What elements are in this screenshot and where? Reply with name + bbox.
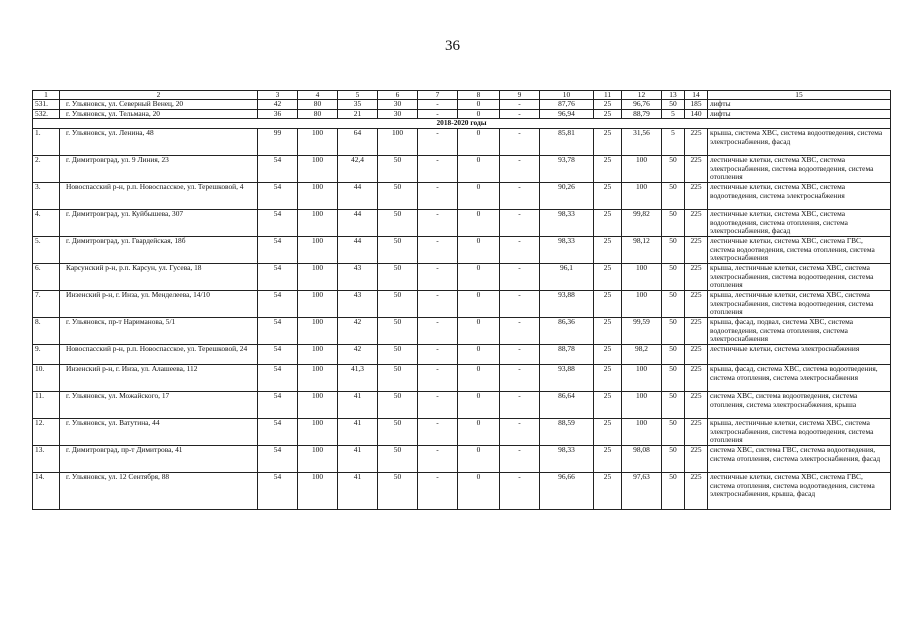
table-row — [33, 291, 891, 318]
value-cell: 93,78 — [540, 156, 594, 183]
value-cell: 98,08 — [622, 446, 662, 473]
value-cell: 25 — [594, 156, 622, 183]
value-cell: 0 — [458, 318, 500, 345]
value-cell: 0 — [458, 210, 500, 237]
value-cell: 41 — [338, 419, 378, 446]
address-cell: г. Димитровград, ул. 9 Линия, 23 — [60, 156, 258, 183]
value-cell: 185 — [685, 100, 708, 109]
works-cell: крыша, лестничные клетки, система ХВС, система электроснабжения, система водоотведения, система отопления — [708, 291, 891, 318]
value-cell: 50 — [662, 392, 685, 419]
value-cell: 0 — [458, 183, 500, 210]
value-cell: 50 — [378, 237, 418, 264]
value-cell: 96,66 — [540, 473, 594, 510]
value-cell: 50 — [662, 365, 685, 392]
value-cell: 54 — [258, 183, 298, 210]
value-cell: 50 — [662, 318, 685, 345]
value-cell: 25 — [594, 109, 622, 118]
value-cell: 5 — [662, 129, 685, 156]
value-cell: - — [418, 183, 458, 210]
table-row — [33, 210, 891, 237]
value-cell: 100 — [298, 473, 338, 510]
value-cell: 25 — [594, 446, 622, 473]
row-number: 3. — [33, 183, 60, 210]
value-cell: 100 — [622, 365, 662, 392]
value-cell: 100 — [298, 318, 338, 345]
address-cell: г. Димитровград, ул. Гвардейская, 18б — [60, 237, 258, 264]
value-cell: 100 — [378, 129, 418, 156]
value-cell: 100 — [622, 156, 662, 183]
value-cell: 21 — [338, 109, 378, 118]
value-cell: - — [500, 318, 540, 345]
value-cell: 54 — [258, 392, 298, 419]
works-cell: лестничные клетки, система ХВС, система электроснабжения, система водоотведения, система отопления — [708, 156, 891, 183]
value-cell: - — [418, 129, 458, 156]
value-cell: 0 — [458, 446, 500, 473]
value-cell: 98,33 — [540, 210, 594, 237]
value-cell: 97,63 — [622, 473, 662, 510]
works-cell: лестничные клетки, система ХВС, система водоотведения, система отопления, система электроснабжения, фасад — [708, 210, 891, 237]
table-row — [33, 392, 891, 419]
value-cell: 225 — [685, 419, 708, 446]
value-cell: - — [500, 156, 540, 183]
value-cell: - — [418, 264, 458, 291]
works-cell: лифты — [708, 109, 891, 118]
value-cell: 54 — [258, 345, 298, 365]
table-row — [33, 156, 891, 183]
table-row — [33, 129, 891, 156]
value-cell: - — [418, 392, 458, 419]
value-cell: 25 — [594, 291, 622, 318]
value-cell: 31,56 — [622, 129, 662, 156]
value-cell: 44 — [338, 210, 378, 237]
value-cell: 54 — [258, 156, 298, 183]
row-number: 2. — [33, 156, 60, 183]
column-header: 11 — [594, 91, 622, 100]
table-body — [33, 91, 891, 510]
value-cell: 42 — [258, 100, 298, 109]
address-cell: г. Ульяновск, ул. Ватутина, 44 — [60, 419, 258, 446]
works-cell: система ХВС, система ГВС, система водоотведения, система отопления, система электроснабжения, фасад — [708, 446, 891, 473]
works-cell: крыша, лестничные клетки, система ХВС, система электроснабжения, система водоотведения, система отопления — [708, 264, 891, 291]
value-cell: 225 — [685, 237, 708, 264]
value-cell: - — [500, 291, 540, 318]
table-row — [33, 237, 891, 264]
row-number: 4. — [33, 210, 60, 237]
value-cell: 100 — [298, 183, 338, 210]
value-cell: 100 — [298, 156, 338, 183]
value-cell: 225 — [685, 345, 708, 365]
repair-program-table — [32, 90, 891, 510]
value-cell: 88,79 — [622, 109, 662, 118]
value-cell: 98,12 — [622, 237, 662, 264]
value-cell: 87,76 — [540, 100, 594, 109]
value-cell: 50 — [378, 473, 418, 510]
value-cell: 54 — [258, 446, 298, 473]
value-cell: 0 — [458, 156, 500, 183]
value-cell: 5 — [662, 109, 685, 118]
value-cell: 64 — [338, 129, 378, 156]
address-cell: Инзенский р-н, г. Инза, ул. Менделеева, 14/10 — [60, 291, 258, 318]
address-cell: г. Ульяновск, ул. Тельмана, 20 — [60, 109, 258, 118]
value-cell: 50 — [662, 345, 685, 365]
table-row — [33, 345, 891, 365]
value-cell: 50 — [662, 210, 685, 237]
value-cell: - — [500, 345, 540, 365]
value-cell: 225 — [685, 365, 708, 392]
value-cell: 54 — [258, 365, 298, 392]
value-cell: 50 — [378, 419, 418, 446]
column-header: 4 — [298, 91, 338, 100]
value-cell: 50 — [662, 237, 685, 264]
works-cell: лестничные клетки, система электроснабжения — [708, 345, 891, 365]
column-header: 5 — [338, 91, 378, 100]
value-cell: 100 — [622, 291, 662, 318]
value-cell: 0 — [458, 129, 500, 156]
value-cell: 50 — [662, 156, 685, 183]
value-cell: 140 — [685, 109, 708, 118]
value-cell: 96,94 — [540, 109, 594, 118]
value-cell: 50 — [662, 291, 685, 318]
row-number: 12. — [33, 419, 60, 446]
value-cell: 93,88 — [540, 291, 594, 318]
row-number: 1. — [33, 129, 60, 156]
value-cell: 41 — [338, 392, 378, 419]
value-cell: 50 — [662, 473, 685, 510]
value-cell: - — [500, 183, 540, 210]
section-row — [33, 119, 891, 129]
row-number: 7. — [33, 291, 60, 318]
value-cell: - — [418, 156, 458, 183]
value-cell: 98,2 — [622, 345, 662, 365]
value-cell: 43 — [338, 291, 378, 318]
column-header: 13 — [662, 91, 685, 100]
value-cell: 50 — [378, 446, 418, 473]
value-cell: 88,78 — [540, 345, 594, 365]
value-cell: 25 — [594, 183, 622, 210]
column-header: 15 — [708, 91, 891, 100]
value-cell: 50 — [662, 183, 685, 210]
address-cell: г. Ульяновск, ул. Ленина, 48 — [60, 129, 258, 156]
value-cell: 225 — [685, 392, 708, 419]
column-header: 6 — [378, 91, 418, 100]
address-cell: Карсунский р-н, р.п. Карсун, ул. Гусева, 18 — [60, 264, 258, 291]
value-cell: 85,81 — [540, 129, 594, 156]
value-cell: 225 — [685, 291, 708, 318]
value-cell: - — [500, 419, 540, 446]
works-cell: крыша, фасад, система ХВС, система водоотведения, система отопления, система электроснабжения — [708, 365, 891, 392]
column-header: 8 — [458, 91, 500, 100]
value-cell: - — [500, 392, 540, 419]
value-cell: 99,59 — [622, 318, 662, 345]
value-cell: 100 — [622, 264, 662, 291]
works-cell: лифты — [708, 100, 891, 109]
value-cell: 54 — [258, 291, 298, 318]
value-cell: 225 — [685, 183, 708, 210]
value-cell: 25 — [594, 318, 622, 345]
value-cell: 44 — [338, 183, 378, 210]
value-cell: 25 — [594, 210, 622, 237]
value-cell: 50 — [662, 419, 685, 446]
value-cell: 50 — [378, 264, 418, 291]
value-cell: 50 — [378, 156, 418, 183]
value-cell: 88,59 — [540, 419, 594, 446]
value-cell: 54 — [258, 318, 298, 345]
value-cell: 100 — [622, 419, 662, 446]
value-cell: 100 — [298, 237, 338, 264]
value-cell: 225 — [685, 318, 708, 345]
value-cell: - — [500, 446, 540, 473]
value-cell: 50 — [378, 291, 418, 318]
row-number: 532. — [33, 109, 60, 118]
address-cell: Новоспасский р-н, р.п. Новоспасское, ул. Терешковой, 4 — [60, 183, 258, 210]
value-cell: 50 — [662, 264, 685, 291]
value-cell: 54 — [258, 237, 298, 264]
value-cell: - — [500, 210, 540, 237]
column-header: 1 — [33, 91, 60, 100]
value-cell: 25 — [594, 264, 622, 291]
value-cell: - — [500, 109, 540, 118]
value-cell: 99,82 — [622, 210, 662, 237]
value-cell: 0 — [458, 291, 500, 318]
value-cell: 50 — [378, 365, 418, 392]
works-cell: крыша, фасад, подвал, система ХВС, система водоотведения, система отопления, система электроснабжения — [708, 318, 891, 345]
value-cell: 25 — [594, 345, 622, 365]
value-cell: 30 — [378, 109, 418, 118]
value-cell: - — [418, 210, 458, 237]
value-cell: 41,3 — [338, 365, 378, 392]
value-cell: 0 — [458, 345, 500, 365]
value-cell: 0 — [458, 264, 500, 291]
value-cell: 25 — [594, 129, 622, 156]
works-cell: лестничные клетки, система ХВС, система ГВС, система отопления, система водоотведения, система электроснабжения, крыша, фасад — [708, 473, 891, 510]
works-cell: лестничные клетки, система ХВС, система ГВС, система водоотведения, система отопления, система электроснабжения — [708, 237, 891, 264]
value-cell: 100 — [298, 392, 338, 419]
value-cell: 0 — [458, 365, 500, 392]
column-header: 9 — [500, 91, 540, 100]
value-cell: 0 — [458, 237, 500, 264]
address-cell: г. Ульяновск, ул. Северный Венец, 20 — [60, 100, 258, 109]
value-cell: 90,26 — [540, 183, 594, 210]
value-cell: 98,33 — [540, 446, 594, 473]
value-cell: 50 — [662, 446, 685, 473]
value-cell: 50 — [378, 318, 418, 345]
value-cell: 100 — [298, 264, 338, 291]
value-cell: - — [500, 365, 540, 392]
value-cell: 50 — [378, 210, 418, 237]
value-cell: 43 — [338, 264, 378, 291]
value-cell: 50 — [378, 183, 418, 210]
value-cell: 0 — [458, 109, 500, 118]
value-cell: 225 — [685, 129, 708, 156]
table-row — [33, 100, 891, 109]
value-cell: 225 — [685, 210, 708, 237]
value-cell: 100 — [298, 446, 338, 473]
value-cell: - — [500, 129, 540, 156]
value-cell: - — [500, 473, 540, 510]
address-cell: г. Димитровград, ул. Куйбышева, 307 — [60, 210, 258, 237]
value-cell: - — [418, 100, 458, 109]
address-cell: г. Ульяновск, ул. 12 Сентября, 88 — [60, 473, 258, 510]
value-cell: 100 — [622, 183, 662, 210]
value-cell: - — [500, 264, 540, 291]
table-row — [33, 318, 891, 345]
value-cell: - — [418, 318, 458, 345]
value-cell: 42 — [338, 318, 378, 345]
value-cell: 25 — [594, 419, 622, 446]
value-cell: 30 — [378, 100, 418, 109]
table-row — [33, 473, 891, 510]
value-cell: 41 — [338, 473, 378, 510]
value-cell: 42 — [338, 345, 378, 365]
header-row — [33, 91, 891, 100]
section-title: 2018-2020 годы — [33, 119, 891, 129]
row-number: 9. — [33, 345, 60, 365]
value-cell: 100 — [622, 392, 662, 419]
value-cell: 98,33 — [540, 237, 594, 264]
table-row — [33, 365, 891, 392]
value-cell: 25 — [594, 100, 622, 109]
value-cell: 54 — [258, 264, 298, 291]
column-header: 7 — [418, 91, 458, 100]
value-cell: 25 — [594, 473, 622, 510]
value-cell: - — [418, 237, 458, 264]
value-cell: - — [418, 473, 458, 510]
column-header: 10 — [540, 91, 594, 100]
address-cell: Инзенский р-н, г. Инза, ул. Алашеева, 112 — [60, 365, 258, 392]
works-cell: крыша, система ХВС, система водоотведения, система электроснабжения, фасад — [708, 129, 891, 156]
row-number: 10. — [33, 365, 60, 392]
value-cell: - — [500, 237, 540, 264]
value-cell: 100 — [298, 129, 338, 156]
row-number: 11. — [33, 392, 60, 419]
value-cell: 41 — [338, 446, 378, 473]
page-number: 36 — [445, 38, 460, 54]
column-header: 3 — [258, 91, 298, 100]
value-cell: 0 — [458, 100, 500, 109]
works-cell: лестничные клетки, система ХВС, система водоотведения, система электроснабжения — [708, 183, 891, 210]
value-cell: 50 — [662, 100, 685, 109]
value-cell: 100 — [298, 210, 338, 237]
works-cell: крыша, лестничные клетки, система ХВС, система электроснабжения, система водоотведения, система отопления — [708, 419, 891, 446]
works-cell: система ХВС, система водоотведения, система отопления, система электроснабжения, крыша — [708, 392, 891, 419]
value-cell: 93,88 — [540, 365, 594, 392]
value-cell: 54 — [258, 210, 298, 237]
value-cell: 35 — [338, 100, 378, 109]
value-cell: 225 — [685, 264, 708, 291]
table-row — [33, 264, 891, 291]
address-cell: Новоспасский р-н, р.п. Новоспасское, ул. Терешковой, 24 — [60, 345, 258, 365]
column-header: 14 — [685, 91, 708, 100]
value-cell: - — [418, 345, 458, 365]
value-cell: 86,64 — [540, 392, 594, 419]
table-row — [33, 183, 891, 210]
value-cell: 225 — [685, 156, 708, 183]
value-cell: 0 — [458, 392, 500, 419]
value-cell: 36 — [258, 109, 298, 118]
value-cell: 50 — [378, 345, 418, 365]
table-row — [33, 419, 891, 446]
table-row — [33, 446, 891, 473]
value-cell: 225 — [685, 473, 708, 510]
row-number: 5. — [33, 237, 60, 264]
value-cell: - — [418, 109, 458, 118]
row-number: 8. — [33, 318, 60, 345]
address-cell: г. Ульяновск, ул. Можайского, 17 — [60, 392, 258, 419]
value-cell: 100 — [298, 419, 338, 446]
value-cell: 25 — [594, 392, 622, 419]
table-row — [33, 109, 891, 118]
value-cell: 0 — [458, 419, 500, 446]
value-cell: 99 — [258, 129, 298, 156]
address-cell: г. Ульяновск, пр-т Нариманова, 5/1 — [60, 318, 258, 345]
value-cell: 50 — [378, 392, 418, 419]
row-number: 531. — [33, 100, 60, 109]
value-cell: 44 — [338, 237, 378, 264]
column-header: 12 — [622, 91, 662, 100]
value-cell: 80 — [298, 100, 338, 109]
value-cell: 96,76 — [622, 100, 662, 109]
value-cell: 54 — [258, 473, 298, 510]
value-cell: 42,4 — [338, 156, 378, 183]
value-cell: 86,36 — [540, 318, 594, 345]
value-cell: - — [418, 365, 458, 392]
value-cell: 25 — [594, 237, 622, 264]
column-header: 2 — [60, 91, 258, 100]
value-cell: 80 — [298, 109, 338, 118]
value-cell: - — [418, 419, 458, 446]
value-cell: 100 — [298, 345, 338, 365]
value-cell: - — [418, 446, 458, 473]
row-number: 13. — [33, 446, 60, 473]
value-cell: 225 — [685, 446, 708, 473]
row-number: 14. — [33, 473, 60, 510]
value-cell: - — [500, 100, 540, 109]
row-number: 6. — [33, 264, 60, 291]
value-cell: 0 — [458, 473, 500, 510]
value-cell: - — [418, 291, 458, 318]
value-cell: 54 — [258, 419, 298, 446]
value-cell: 100 — [298, 365, 338, 392]
address-cell: г. Димитровград, пр-т Димитрова, 41 — [60, 446, 258, 473]
value-cell: 100 — [298, 291, 338, 318]
value-cell: 96,1 — [540, 264, 594, 291]
value-cell: 25 — [594, 365, 622, 392]
